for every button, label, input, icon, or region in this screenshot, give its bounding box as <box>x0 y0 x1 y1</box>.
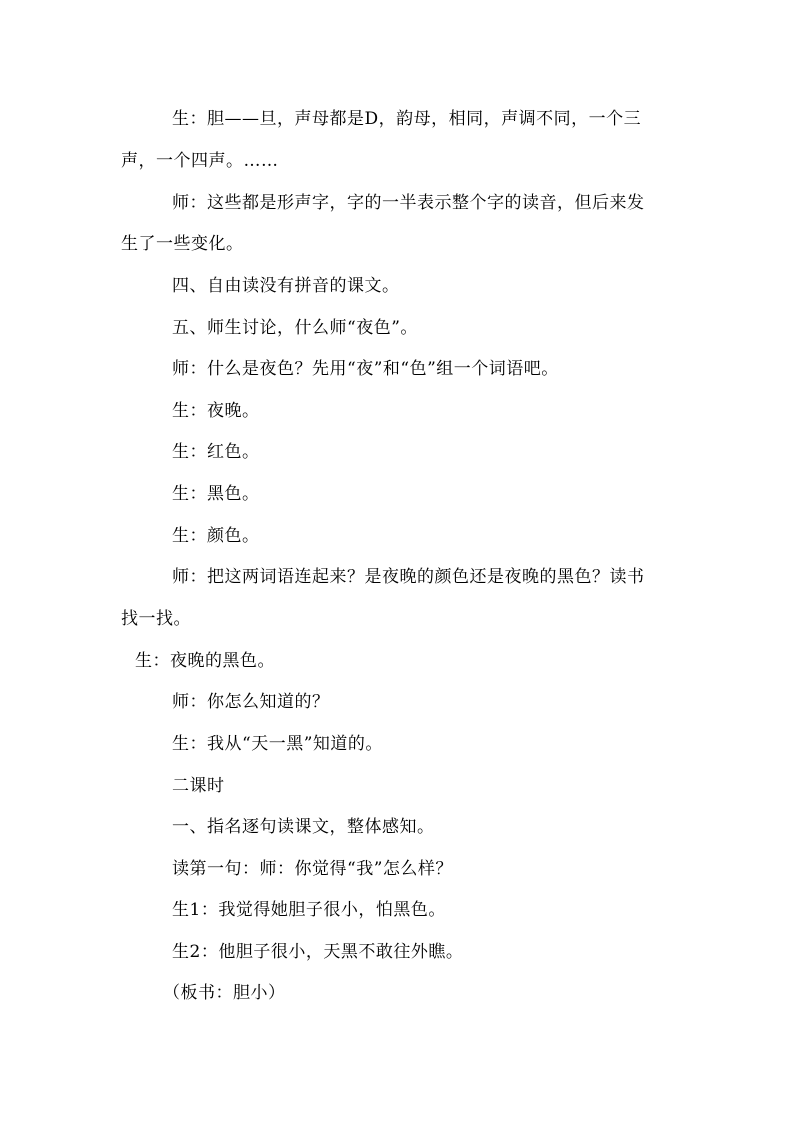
text-line: 生：夜晚的黑色。 <box>135 651 275 671</box>
text-line: 声，一个四声。…… <box>121 151 279 171</box>
text-line: 读第一句：师：你觉得“我”怎么样？ <box>172 859 453 879</box>
text-line: 师：把这两词语连起来？是夜晚的颜色还是夜晚的黑色？读书 <box>172 567 645 587</box>
text-line: 生了一些变化。 <box>121 234 244 254</box>
text-line: 五、师生讨论，什么师“夜色”。 <box>172 318 418 338</box>
text-line: 一、指名逐句读课文，整体感知。 <box>172 817 435 837</box>
text-line: 生：胆——旦，声母都是D，韵母，相同，声调不同，一个三 <box>172 109 642 129</box>
text-line: 生：我从“天一黑”知道的。 <box>172 734 383 754</box>
text-line: 师：什么是夜色？先用“夜”和“色”组一个词语吧。 <box>172 359 559 379</box>
text-line: 生：颜色。 <box>172 526 260 546</box>
text-line: （板书：胆小） <box>163 983 286 1003</box>
text-line: 师：你怎么知道的？ <box>172 692 330 712</box>
text-line: 生1：我觉得她胆子很小，怕黑色。 <box>172 900 446 920</box>
text-line: 生：红色。 <box>172 442 260 462</box>
text-line: 四、自由读没有拼音的课文。 <box>172 276 400 296</box>
text-line: 二课时 <box>172 776 225 796</box>
text-line: 师：这些都是形声字，字的一半表示整个字的读音，但后来发 <box>172 193 645 213</box>
text-line: 找一找。 <box>121 609 191 629</box>
text-line: 生2：他胆子很小，天黑不敢往外瞧。 <box>172 942 464 962</box>
text-line: 生：黑色。 <box>172 484 260 504</box>
text-line: 生：夜晚。 <box>172 401 260 421</box>
